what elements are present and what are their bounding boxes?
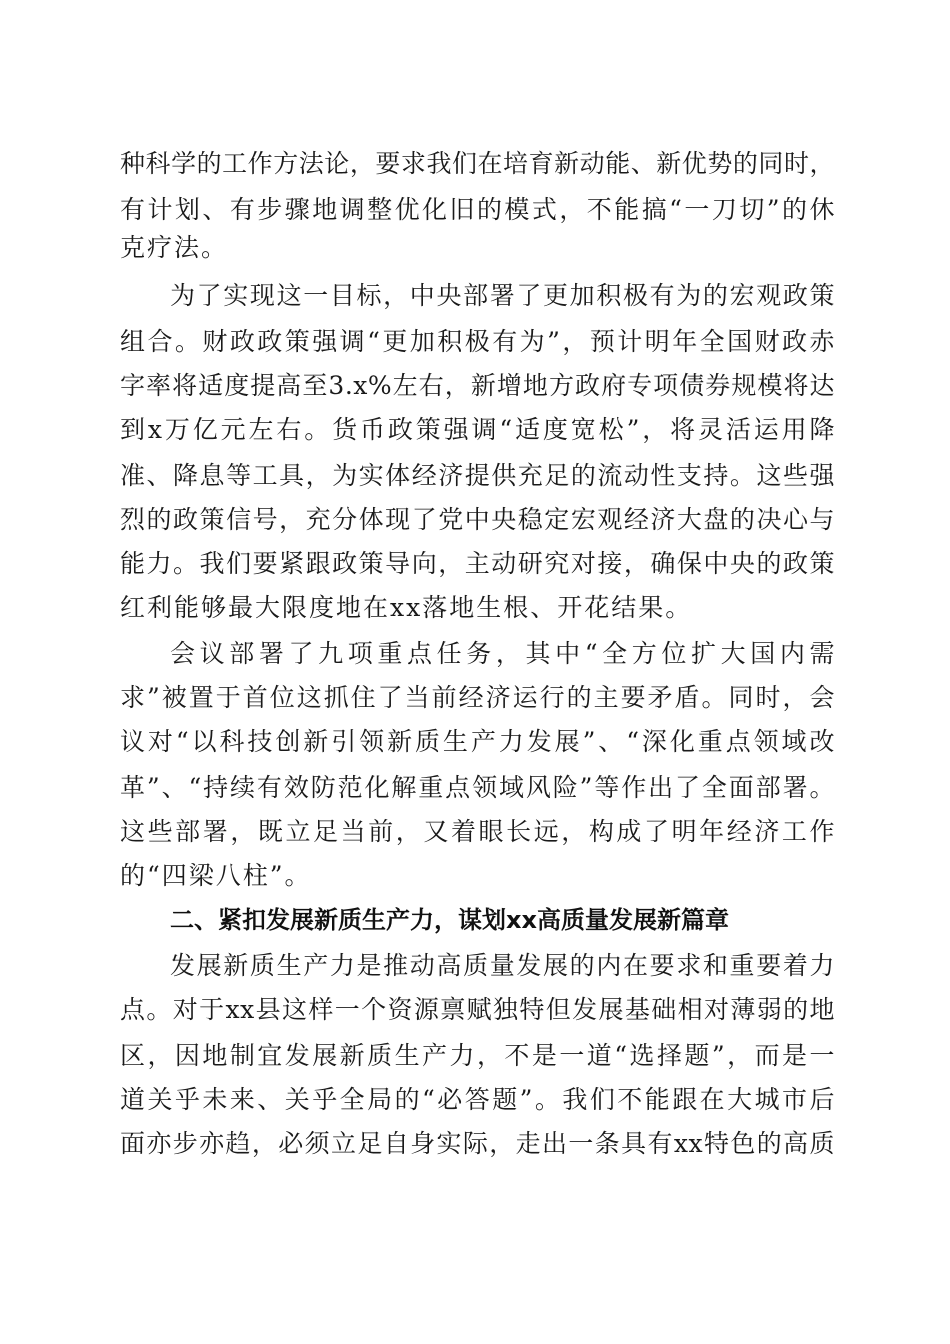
text-line: 能力。我们要紧跟政策导向，主动研究对接，确保中央的政策: [120, 549, 835, 578]
text-line: 点。对于xx县这样一个资源禀赋独特但发展基础相对薄弱的地: [120, 995, 835, 1024]
text-line: 革”、“持续有效防范化解重点领域风险”等作出了全面部署。: [120, 773, 835, 802]
text-line: 红利能够最大限度地在xx落地生根、开花结果。: [120, 593, 693, 622]
text-line: 道关乎未来、关乎全局的“必答题”。我们不能跟在大城市后: [120, 1085, 835, 1114]
text-line: 求”被置于首位这抓住了当前经济运行的主要矛盾。同时，会: [120, 683, 835, 712]
text-line: 到x万亿元左右。货币政策强调“适度宽松”，将灵活运用降: [120, 415, 835, 444]
text-line: 种科学的工作方法论，要求我们在培育新动能、新优势的同时，: [120, 149, 835, 178]
text-line: 有计划、有步骤地调整优化旧的模式，不能搞“一刀切”的休: [120, 195, 835, 224]
text-line: 区，因地制宜发展新质生产力，不是一道“选择题”，而是一: [120, 1041, 835, 1070]
text-line: 为了实现这一目标，中央部署了更加积极有为的宏观政策: [170, 281, 835, 310]
text-line: 克疗法。: [120, 233, 229, 262]
text-line: 的“四梁八柱”。: [120, 861, 312, 890]
text-line: 发展新质生产力是推动高质量发展的内在要求和重要着力: [170, 951, 835, 980]
text-line: 准、降息等工具，为实体经济提供充足的流动性支持。这些强: [120, 461, 835, 490]
text-line: 议对“以科技创新引领新质生产力发展”、“深化重点领域改: [120, 727, 835, 756]
text-line: 组合。财政政策强调“更加积极有为”，预计明年全国财政赤: [120, 327, 835, 356]
text-line: 烈的政策信号，充分体现了党中央稳定宏观经济大盘的决心与: [120, 505, 835, 534]
text-line: 会议部署了九项重点任务，其中“全方位扩大国内需: [170, 639, 835, 668]
text-line: 面亦步亦趋，必须立足自身实际，走出一条具有xx特色的高质: [120, 1129, 835, 1158]
text-line: 字率将适度提高至3.x%左右，新增地方政府专项债券规模将达: [120, 371, 835, 400]
section-heading: 二、紧扣发展新质生产力，谋划xx高质量发展新篇章: [170, 906, 729, 934]
text-line: 这些部署，既立足当前，又着眼长远，构成了明年经济工作: [120, 817, 835, 846]
